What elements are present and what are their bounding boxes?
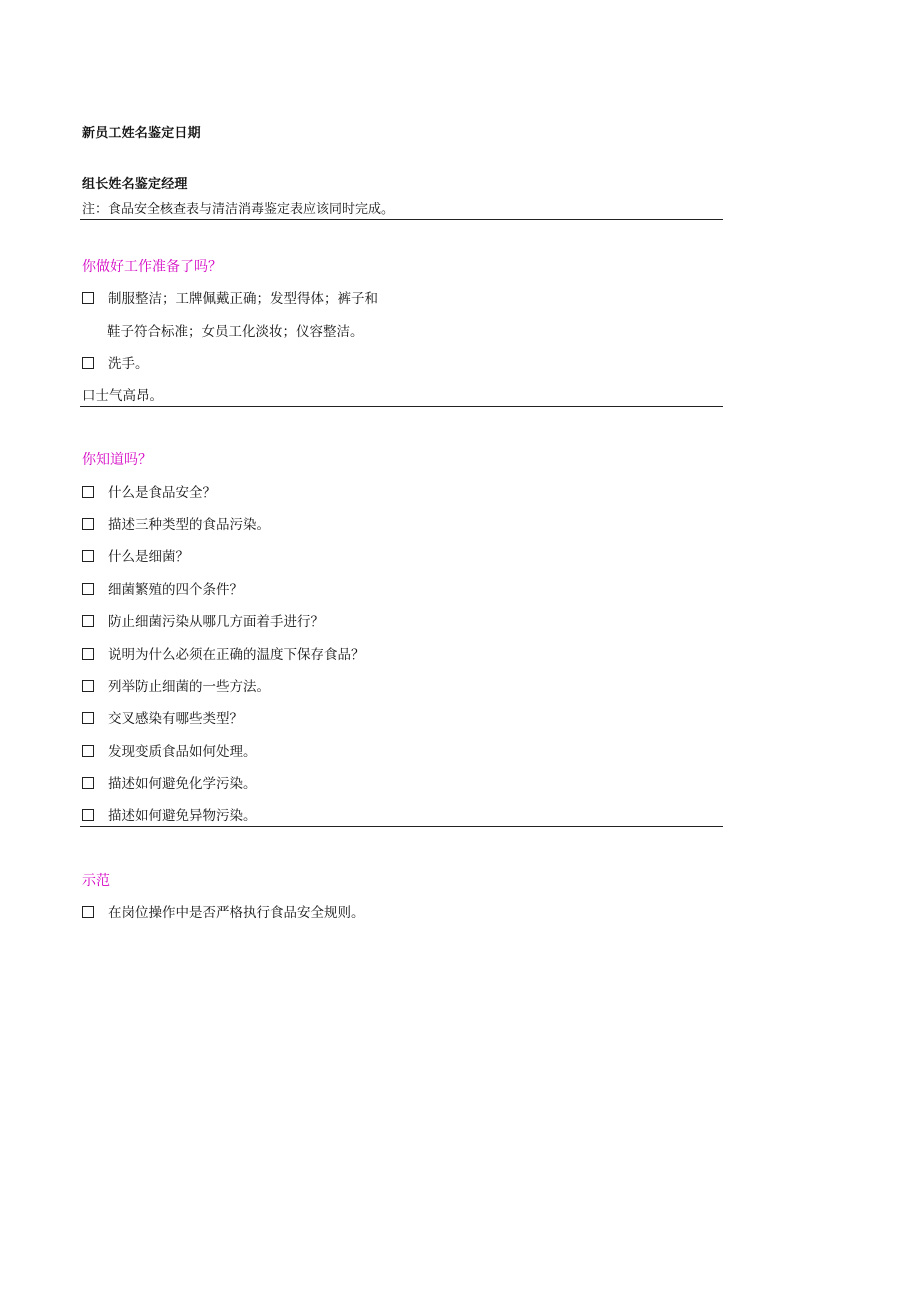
checklist-item-label: 交叉感染有哪些类型？	[108, 711, 243, 727]
checkbox[interactable]	[82, 809, 94, 821]
checklist-item	[82, 355, 149, 373]
checklist-item-label: 在岗位操作中是否严格执行食品安全规则。	[108, 905, 365, 921]
checklist-item-label: 描述如何避免异物污染。	[108, 808, 257, 824]
checklist-item	[82, 581, 243, 599]
checklist-item-label: 列举防止细菌的一些方法。	[108, 679, 270, 695]
checkbox[interactable]	[82, 583, 94, 595]
checkbox[interactable]	[82, 486, 94, 498]
checklist-item-label: 描述如何避免化学污染。	[108, 776, 257, 792]
note-text: 注：食品安全核查表与清洁消毒鉴定表应该同时完成。	[82, 202, 395, 217]
checklist-item-label: 洗手。	[108, 356, 149, 372]
checklist-item	[82, 904, 365, 922]
checkbox[interactable]	[82, 906, 94, 918]
checklist-item	[82, 678, 270, 696]
section-title-knowledge: 你知道吗？	[82, 452, 152, 468]
checklist-item-label: 什么是食品安全？	[108, 485, 216, 501]
checkbox[interactable]	[82, 745, 94, 757]
checklist-item-continuation: 鞋子符合标准；女员工化淡妆；仪容整洁。	[107, 324, 364, 340]
checklist-item-label: 描述三种类型的食品污染。	[108, 517, 270, 533]
section-title-preparation: 你做好工作准备了吗？	[82, 259, 222, 275]
checkbox[interactable]	[82, 292, 94, 304]
checklist-item-label: 制服整洁；工牌佩戴正确；发型得体；裤子和	[108, 291, 378, 307]
checkbox[interactable]	[82, 680, 94, 692]
divider	[80, 406, 723, 407]
checklist-item-label: 说明为什么必须在正确的温度下保存食品？	[108, 647, 365, 663]
checklist-item-label: 什么是细菌？	[108, 549, 189, 565]
checklist-item	[82, 775, 257, 793]
checkbox[interactable]	[82, 615, 94, 627]
checklist-item	[82, 807, 257, 825]
checklist-item	[82, 613, 324, 631]
checklist-item-label: 防止细菌污染从哪几方面着手进行？	[108, 614, 324, 630]
checkbox[interactable]	[82, 777, 94, 789]
divider	[80, 826, 723, 827]
checklist-item	[82, 710, 243, 728]
morale-item-text: 口士气高昂。	[82, 388, 163, 404]
checklist-item	[82, 516, 270, 534]
checklist-item	[82, 484, 216, 502]
checklist-item	[82, 743, 257, 761]
checkbox[interactable]	[82, 648, 94, 660]
checklist-item	[82, 646, 365, 664]
checkbox[interactable]	[82, 357, 94, 369]
section-title-demonstration: 示范	[82, 873, 110, 889]
new-employee-header: 新员工姓名鉴定日期	[82, 126, 201, 141]
checkbox[interactable]	[82, 712, 94, 724]
checklist-item	[82, 548, 189, 566]
checklist-item	[82, 290, 378, 308]
divider	[80, 219, 723, 220]
team-leader-header: 组长姓名鉴定经理	[82, 177, 188, 192]
checkbox[interactable]	[82, 550, 94, 562]
checkbox[interactable]	[82, 518, 94, 530]
checklist-item-label: 发现变质食品如何处理。	[108, 744, 257, 760]
checklist-item-label: 细菌繁殖的四个条件？	[108, 582, 243, 598]
